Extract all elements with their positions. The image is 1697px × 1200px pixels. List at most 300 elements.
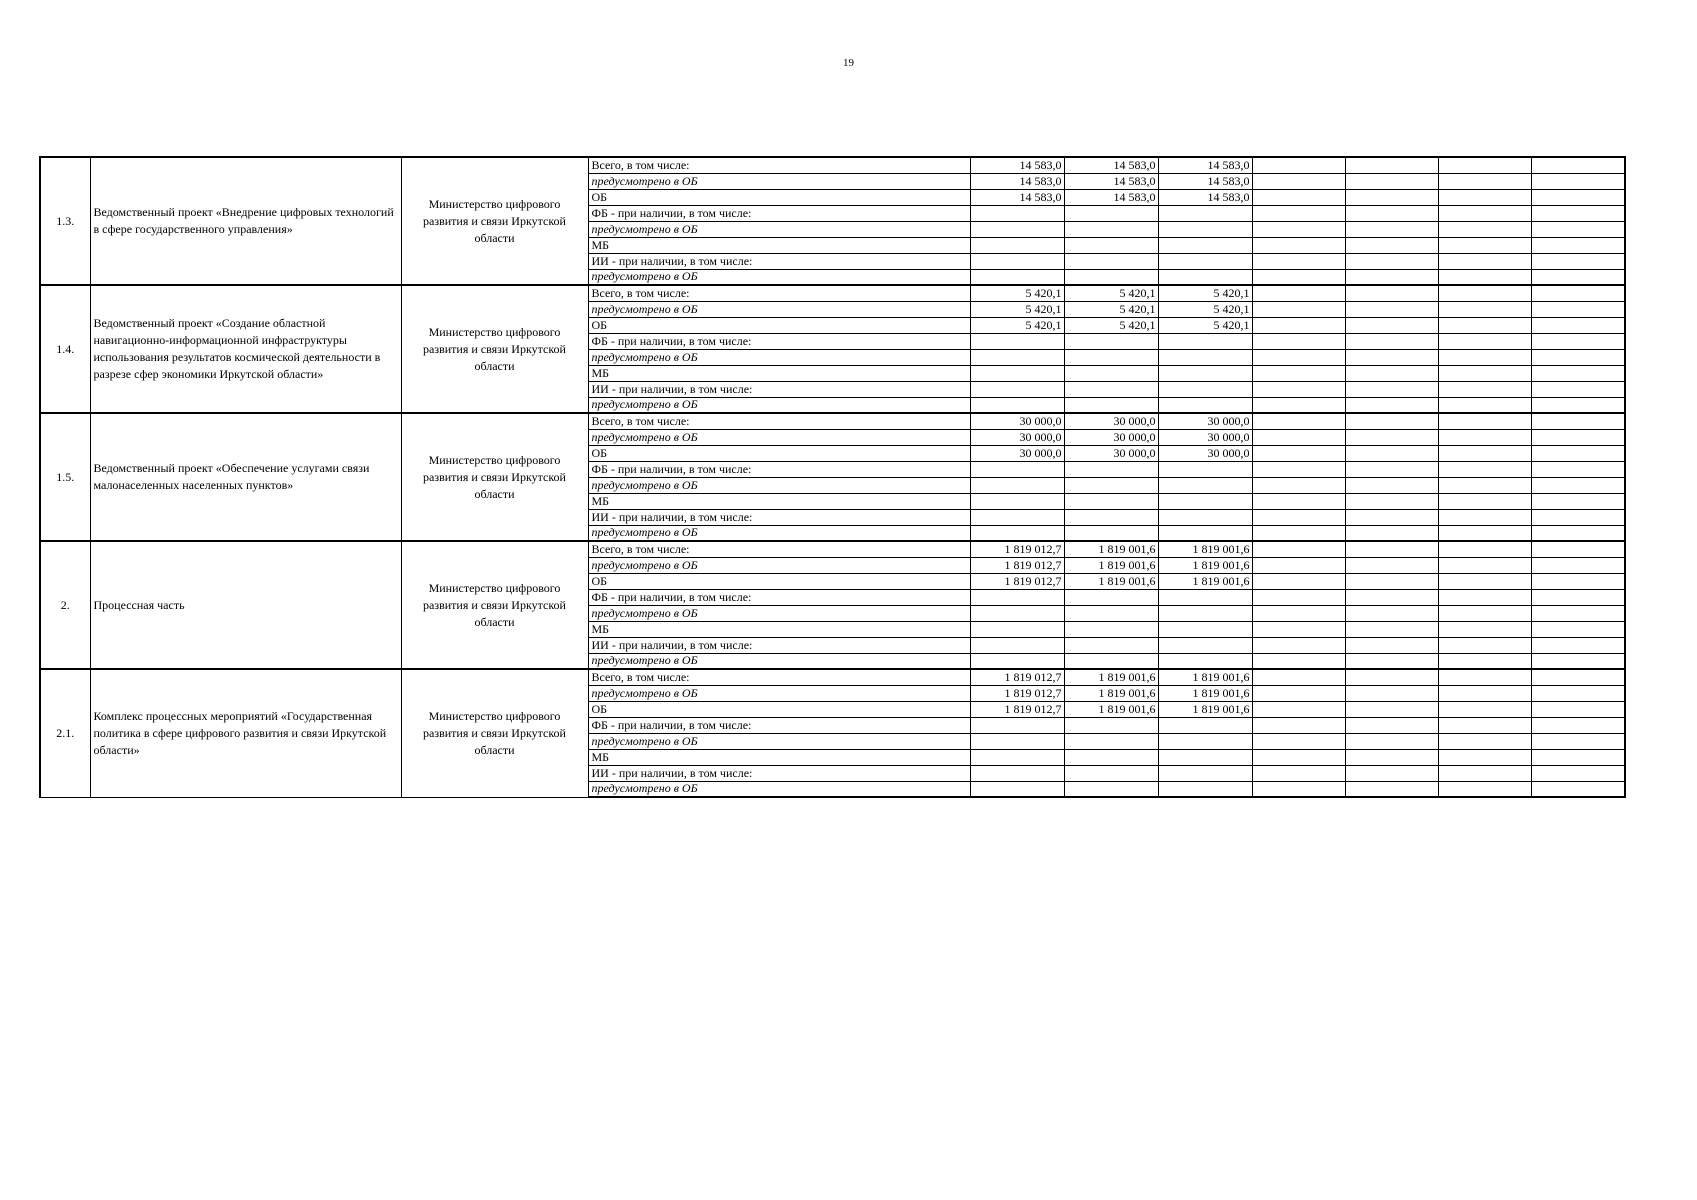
funding-source-label: предусмотрено в ОБ bbox=[588, 221, 970, 237]
funding-source-label: предусмотрено в ОБ bbox=[588, 605, 970, 621]
empty-cell bbox=[1531, 749, 1625, 765]
empty-cell bbox=[1531, 173, 1625, 189]
empty-cell bbox=[1531, 285, 1625, 301]
funding-source-label: предусмотрено в ОБ bbox=[588, 173, 970, 189]
funding-value bbox=[1158, 381, 1252, 397]
empty-cell bbox=[1531, 221, 1625, 237]
funding-value: 5 420,1 bbox=[1158, 317, 1252, 333]
funding-source-label: ИИ - при наличии, в том числе: bbox=[588, 253, 970, 269]
funding-value bbox=[1064, 253, 1158, 269]
funding-value bbox=[970, 509, 1064, 525]
empty-cell bbox=[1531, 445, 1625, 461]
funding-source-label: предусмотрено в ОБ bbox=[588, 429, 970, 445]
funding-value bbox=[1064, 477, 1158, 493]
funding-source-label: ФБ - при наличии, в том числе: bbox=[588, 589, 970, 605]
table-row bbox=[40, 157, 1625, 173]
empty-cell bbox=[1531, 541, 1625, 557]
empty-cell bbox=[1531, 301, 1625, 317]
empty-cell bbox=[1345, 301, 1438, 317]
funding-value: 1 819 012,7 bbox=[970, 669, 1064, 685]
empty-cell bbox=[1531, 781, 1625, 797]
table-row bbox=[40, 541, 1625, 557]
empty-cell bbox=[1438, 333, 1531, 349]
empty-cell bbox=[1438, 365, 1531, 381]
empty-cell bbox=[1438, 749, 1531, 765]
funding-source-label: предусмотрено в ОБ bbox=[588, 397, 970, 413]
funding-source-label: Всего, в том числе: bbox=[588, 285, 970, 301]
item-number: 2. bbox=[40, 541, 90, 669]
empty-cell bbox=[1531, 365, 1625, 381]
empty-cell bbox=[1531, 269, 1625, 285]
item-number: 1.5. bbox=[40, 413, 90, 541]
funding-value bbox=[970, 525, 1064, 541]
funding-value bbox=[970, 621, 1064, 637]
funding-source-label: МБ bbox=[588, 237, 970, 253]
funding-source-label: предусмотрено в ОБ bbox=[588, 301, 970, 317]
empty-cell bbox=[1252, 365, 1345, 381]
empty-cell bbox=[1252, 461, 1345, 477]
empty-cell bbox=[1531, 493, 1625, 509]
empty-cell bbox=[1345, 717, 1438, 733]
item-name: Комплекс процессных мероприятий «Государственная политика в сфере цифрового развития и связи Иркутской области» bbox=[90, 669, 401, 797]
empty-cell bbox=[1531, 669, 1625, 685]
empty-cell bbox=[1345, 477, 1438, 493]
empty-cell bbox=[1345, 205, 1438, 221]
empty-cell bbox=[1438, 605, 1531, 621]
funding-value bbox=[1158, 765, 1252, 781]
responsible-executor: Министерство цифрового развития и связи Иркутской области bbox=[401, 157, 588, 285]
funding-value bbox=[970, 477, 1064, 493]
empty-cell bbox=[1531, 573, 1625, 589]
funding-value: 30 000,0 bbox=[1158, 413, 1252, 429]
empty-cell bbox=[1252, 221, 1345, 237]
empty-cell bbox=[1252, 701, 1345, 717]
empty-cell bbox=[1531, 189, 1625, 205]
funding-source-label: предусмотрено в ОБ bbox=[588, 525, 970, 541]
funding-value: 30 000,0 bbox=[970, 429, 1064, 445]
empty-cell bbox=[1252, 685, 1345, 701]
empty-cell bbox=[1531, 317, 1625, 333]
funding-value: 30 000,0 bbox=[970, 445, 1064, 461]
funding-value: 14 583,0 bbox=[1064, 189, 1158, 205]
empty-cell bbox=[1252, 573, 1345, 589]
empty-cell bbox=[1531, 605, 1625, 621]
empty-cell bbox=[1438, 205, 1531, 221]
empty-cell bbox=[1531, 621, 1625, 637]
empty-cell bbox=[1345, 685, 1438, 701]
funding-value: 5 420,1 bbox=[1158, 285, 1252, 301]
funding-value: 1 819 012,7 bbox=[970, 685, 1064, 701]
empty-cell bbox=[1345, 509, 1438, 525]
empty-cell bbox=[1252, 669, 1345, 685]
funding-source-label: предусмотрено в ОБ bbox=[588, 653, 970, 669]
funding-value bbox=[970, 381, 1064, 397]
funding-value: 14 583,0 bbox=[1158, 173, 1252, 189]
empty-cell bbox=[1252, 493, 1345, 509]
funding-value: 14 583,0 bbox=[1064, 157, 1158, 173]
funding-value bbox=[1158, 493, 1252, 509]
empty-cell bbox=[1438, 557, 1531, 573]
funding-value bbox=[970, 205, 1064, 221]
empty-cell bbox=[1438, 717, 1531, 733]
empty-cell bbox=[1252, 509, 1345, 525]
table-row bbox=[40, 285, 1625, 301]
funding-value: 5 420,1 bbox=[1064, 301, 1158, 317]
funding-value bbox=[1158, 781, 1252, 797]
empty-cell bbox=[1345, 653, 1438, 669]
empty-cell bbox=[1252, 237, 1345, 253]
empty-cell bbox=[1438, 413, 1531, 429]
funding-value: 1 819 001,6 bbox=[1158, 557, 1252, 573]
funding-source-label: МБ bbox=[588, 621, 970, 637]
funding-value: 1 819 001,6 bbox=[1064, 541, 1158, 557]
empty-cell bbox=[1345, 493, 1438, 509]
empty-cell bbox=[1438, 317, 1531, 333]
funding-value bbox=[1064, 621, 1158, 637]
funding-value bbox=[1064, 333, 1158, 349]
funding-value bbox=[1064, 205, 1158, 221]
funding-value bbox=[1064, 589, 1158, 605]
item-name: Ведомственный проект «Обеспечение услугами связи малонаселенных населенных пунктов» bbox=[90, 413, 401, 541]
funding-value: 14 583,0 bbox=[1064, 173, 1158, 189]
item-number: 1.3. bbox=[40, 157, 90, 285]
responsible-executor: Министерство цифрового развития и связи Иркутской области bbox=[401, 541, 588, 669]
funding-value bbox=[1064, 461, 1158, 477]
funding-value bbox=[1158, 237, 1252, 253]
responsible-executor: Министерство цифрового развития и связи Иркутской области bbox=[401, 285, 588, 413]
funding-value bbox=[1064, 653, 1158, 669]
funding-value: 1 819 001,6 bbox=[1158, 685, 1252, 701]
empty-cell bbox=[1531, 717, 1625, 733]
empty-cell bbox=[1531, 381, 1625, 397]
responsible-executor: Министерство цифрового развития и связи Иркутской области bbox=[401, 669, 588, 797]
empty-cell bbox=[1438, 493, 1531, 509]
empty-cell bbox=[1438, 765, 1531, 781]
page-number: 19 bbox=[843, 57, 854, 69]
funding-value bbox=[1064, 605, 1158, 621]
empty-cell bbox=[1345, 525, 1438, 541]
funding-value bbox=[1064, 237, 1158, 253]
empty-cell bbox=[1345, 573, 1438, 589]
funding-value bbox=[1064, 749, 1158, 765]
funding-source-label: ОБ bbox=[588, 317, 970, 333]
empty-cell bbox=[1252, 333, 1345, 349]
funding-value bbox=[1158, 205, 1252, 221]
funding-value bbox=[1064, 525, 1158, 541]
funding-source-label: ИИ - при наличии, в том числе: bbox=[588, 381, 970, 397]
funding-source-label: ОБ bbox=[588, 189, 970, 205]
empty-cell bbox=[1345, 189, 1438, 205]
funding-value bbox=[970, 237, 1064, 253]
funding-value: 1 819 012,7 bbox=[970, 573, 1064, 589]
empty-cell bbox=[1252, 525, 1345, 541]
funding-value bbox=[970, 461, 1064, 477]
funding-value bbox=[970, 365, 1064, 381]
funding-source-label: ФБ - при наличии, в том числе: bbox=[588, 205, 970, 221]
funding-value: 14 583,0 bbox=[1158, 189, 1252, 205]
funding-value bbox=[1158, 749, 1252, 765]
funding-value: 1 819 001,6 bbox=[1064, 557, 1158, 573]
empty-cell bbox=[1438, 509, 1531, 525]
funding-value bbox=[1064, 493, 1158, 509]
funding-value bbox=[1158, 733, 1252, 749]
empty-cell bbox=[1531, 333, 1625, 349]
funding-value: 1 819 001,6 bbox=[1064, 669, 1158, 685]
empty-cell bbox=[1345, 749, 1438, 765]
empty-cell bbox=[1531, 461, 1625, 477]
funding-value bbox=[1158, 269, 1252, 285]
funding-value bbox=[1064, 269, 1158, 285]
funding-source-label: МБ bbox=[588, 493, 970, 509]
funding-value bbox=[970, 253, 1064, 269]
empty-cell bbox=[1345, 605, 1438, 621]
funding-value bbox=[1064, 717, 1158, 733]
funding-value: 30 000,0 bbox=[1064, 445, 1158, 461]
empty-cell bbox=[1438, 429, 1531, 445]
funding-value: 1 819 001,6 bbox=[1158, 573, 1252, 589]
funding-source-label: МБ bbox=[588, 365, 970, 381]
funding-source-label: ИИ - при наличии, в том числе: bbox=[588, 637, 970, 653]
funding-source-label: ИИ - при наличии, в том числе: bbox=[588, 509, 970, 525]
empty-cell bbox=[1345, 461, 1438, 477]
funding-value bbox=[1158, 509, 1252, 525]
empty-cell bbox=[1345, 157, 1438, 173]
empty-cell bbox=[1531, 349, 1625, 365]
empty-cell bbox=[1438, 653, 1531, 669]
empty-cell bbox=[1252, 269, 1345, 285]
empty-cell bbox=[1438, 221, 1531, 237]
funding-value bbox=[1158, 605, 1252, 621]
empty-cell bbox=[1531, 701, 1625, 717]
funding-value: 1 819 001,6 bbox=[1064, 685, 1158, 701]
table-row bbox=[40, 669, 1625, 685]
funding-value: 30 000,0 bbox=[1158, 445, 1252, 461]
funding-value: 5 420,1 bbox=[1158, 301, 1252, 317]
funding-value bbox=[1158, 349, 1252, 365]
funding-source-label: предусмотрено в ОБ bbox=[588, 349, 970, 365]
empty-cell bbox=[1252, 477, 1345, 493]
empty-cell bbox=[1252, 621, 1345, 637]
funding-source-label: Всего, в том числе: bbox=[588, 541, 970, 557]
empty-cell bbox=[1252, 285, 1345, 301]
funding-value: 14 583,0 bbox=[1158, 157, 1252, 173]
empty-cell bbox=[1438, 685, 1531, 701]
empty-cell bbox=[1438, 237, 1531, 253]
empty-cell bbox=[1252, 397, 1345, 413]
funding-value bbox=[970, 333, 1064, 349]
funding-value bbox=[1158, 589, 1252, 605]
funding-source-label: предусмотрено в ОБ bbox=[588, 685, 970, 701]
empty-cell bbox=[1438, 253, 1531, 269]
empty-cell bbox=[1345, 253, 1438, 269]
funding-value bbox=[1064, 637, 1158, 653]
funding-value bbox=[970, 749, 1064, 765]
item-number: 1.4. bbox=[40, 285, 90, 413]
empty-cell bbox=[1252, 205, 1345, 221]
funding-value bbox=[1158, 717, 1252, 733]
empty-cell bbox=[1531, 685, 1625, 701]
funding-value: 1 819 001,6 bbox=[1064, 701, 1158, 717]
empty-cell bbox=[1345, 765, 1438, 781]
empty-cell bbox=[1252, 733, 1345, 749]
empty-cell bbox=[1252, 381, 1345, 397]
empty-cell bbox=[1252, 637, 1345, 653]
funding-value: 30 000,0 bbox=[1064, 429, 1158, 445]
funding-source-label: предусмотрено в ОБ bbox=[588, 733, 970, 749]
empty-cell bbox=[1531, 413, 1625, 429]
empty-cell bbox=[1531, 157, 1625, 173]
funding-source-label: предусмотрено в ОБ bbox=[588, 477, 970, 493]
funding-value: 14 583,0 bbox=[970, 173, 1064, 189]
funding-value: 1 819 012,7 bbox=[970, 541, 1064, 557]
empty-cell bbox=[1438, 621, 1531, 637]
empty-cell bbox=[1252, 157, 1345, 173]
item-number: 2.1. bbox=[40, 669, 90, 797]
empty-cell bbox=[1438, 269, 1531, 285]
funding-value bbox=[970, 733, 1064, 749]
empty-cell bbox=[1531, 637, 1625, 653]
funding-value: 30 000,0 bbox=[1158, 429, 1252, 445]
empty-cell bbox=[1252, 557, 1345, 573]
empty-cell bbox=[1438, 781, 1531, 797]
empty-cell bbox=[1438, 669, 1531, 685]
empty-cell bbox=[1252, 189, 1345, 205]
empty-cell bbox=[1531, 525, 1625, 541]
funding-value bbox=[1158, 525, 1252, 541]
empty-cell bbox=[1531, 205, 1625, 221]
empty-cell bbox=[1438, 541, 1531, 557]
funding-source-label: ОБ bbox=[588, 701, 970, 717]
empty-cell bbox=[1252, 541, 1345, 557]
empty-cell bbox=[1438, 573, 1531, 589]
funding-value: 5 420,1 bbox=[1064, 285, 1158, 301]
funding-value: 30 000,0 bbox=[1064, 413, 1158, 429]
funding-source-label: Всего, в том числе: bbox=[588, 157, 970, 173]
empty-cell bbox=[1438, 461, 1531, 477]
empty-cell bbox=[1345, 701, 1438, 717]
empty-cell bbox=[1252, 781, 1345, 797]
empty-cell bbox=[1252, 589, 1345, 605]
empty-cell bbox=[1345, 637, 1438, 653]
empty-cell bbox=[1252, 349, 1345, 365]
financing-table bbox=[39, 156, 1626, 798]
funding-value: 5 420,1 bbox=[970, 317, 1064, 333]
funding-value bbox=[970, 765, 1064, 781]
empty-cell bbox=[1252, 173, 1345, 189]
empty-cell bbox=[1345, 173, 1438, 189]
empty-cell bbox=[1531, 733, 1625, 749]
empty-cell bbox=[1345, 557, 1438, 573]
empty-cell bbox=[1345, 429, 1438, 445]
item-name: Ведомственный проект «Создание областной навигационно-информационной инфраструктуры использования результатов космической деятельности в разрезе сфер экономики Иркутской области» bbox=[90, 285, 401, 413]
empty-cell bbox=[1438, 301, 1531, 317]
funding-value bbox=[1158, 253, 1252, 269]
funding-value: 5 420,1 bbox=[970, 301, 1064, 317]
table-row bbox=[40, 413, 1625, 429]
funding-value bbox=[1158, 221, 1252, 237]
funding-source-label: ФБ - при наличии, в том числе: bbox=[588, 717, 970, 733]
responsible-executor: Министерство цифрового развития и связи Иркутской области bbox=[401, 413, 588, 541]
empty-cell bbox=[1345, 237, 1438, 253]
funding-value: 1 819 012,7 bbox=[970, 701, 1064, 717]
empty-cell bbox=[1345, 541, 1438, 557]
empty-cell bbox=[1438, 173, 1531, 189]
funding-source-label: Всего, в том числе: bbox=[588, 413, 970, 429]
empty-cell bbox=[1438, 589, 1531, 605]
funding-value bbox=[1158, 365, 1252, 381]
funding-value: 14 583,0 bbox=[970, 189, 1064, 205]
funding-value: 1 819 001,6 bbox=[1158, 701, 1252, 717]
funding-value bbox=[970, 493, 1064, 509]
funding-value bbox=[1064, 765, 1158, 781]
funding-value bbox=[970, 653, 1064, 669]
funding-source-label: ОБ bbox=[588, 445, 970, 461]
empty-cell bbox=[1438, 733, 1531, 749]
empty-cell bbox=[1252, 605, 1345, 621]
empty-cell bbox=[1531, 253, 1625, 269]
funding-value bbox=[970, 605, 1064, 621]
item-name: Ведомственный проект «Внедрение цифровых технологий в сфере государственного управления» bbox=[90, 157, 401, 285]
empty-cell bbox=[1438, 157, 1531, 173]
empty-cell bbox=[1531, 429, 1625, 445]
empty-cell bbox=[1531, 237, 1625, 253]
funding-value bbox=[1064, 733, 1158, 749]
empty-cell bbox=[1345, 397, 1438, 413]
empty-cell bbox=[1438, 445, 1531, 461]
funding-value bbox=[1158, 397, 1252, 413]
empty-cell bbox=[1438, 349, 1531, 365]
empty-cell bbox=[1438, 477, 1531, 493]
empty-cell bbox=[1345, 669, 1438, 685]
funding-value bbox=[1064, 349, 1158, 365]
empty-cell bbox=[1531, 397, 1625, 413]
empty-cell bbox=[1345, 365, 1438, 381]
empty-cell bbox=[1252, 653, 1345, 669]
funding-value bbox=[1064, 381, 1158, 397]
empty-cell bbox=[1345, 381, 1438, 397]
funding-value: 30 000,0 bbox=[970, 413, 1064, 429]
funding-value bbox=[970, 637, 1064, 653]
funding-source-label: ФБ - при наличии, в том числе: bbox=[588, 333, 970, 349]
empty-cell bbox=[1438, 525, 1531, 541]
funding-value bbox=[1158, 477, 1252, 493]
funding-value bbox=[970, 269, 1064, 285]
empty-cell bbox=[1252, 765, 1345, 781]
funding-value bbox=[970, 781, 1064, 797]
funding-value bbox=[970, 221, 1064, 237]
funding-value: 1 819 001,6 bbox=[1158, 669, 1252, 685]
funding-value: 5 420,1 bbox=[970, 285, 1064, 301]
empty-cell bbox=[1252, 749, 1345, 765]
funding-value: 1 819 001,6 bbox=[1064, 573, 1158, 589]
empty-cell bbox=[1531, 653, 1625, 669]
funding-source-label: ФБ - при наличии, в том числе: bbox=[588, 461, 970, 477]
empty-cell bbox=[1252, 717, 1345, 733]
empty-cell bbox=[1252, 317, 1345, 333]
empty-cell bbox=[1438, 285, 1531, 301]
funding-value bbox=[1064, 781, 1158, 797]
funding-source-label: предусмотрено в ОБ bbox=[588, 269, 970, 285]
funding-value: 1 819 012,7 bbox=[970, 557, 1064, 573]
empty-cell bbox=[1345, 733, 1438, 749]
empty-cell bbox=[1252, 253, 1345, 269]
funding-value bbox=[1158, 637, 1252, 653]
funding-value bbox=[1158, 621, 1252, 637]
empty-cell bbox=[1345, 285, 1438, 301]
funding-value bbox=[1064, 397, 1158, 413]
empty-cell bbox=[1345, 317, 1438, 333]
empty-cell bbox=[1252, 413, 1345, 429]
